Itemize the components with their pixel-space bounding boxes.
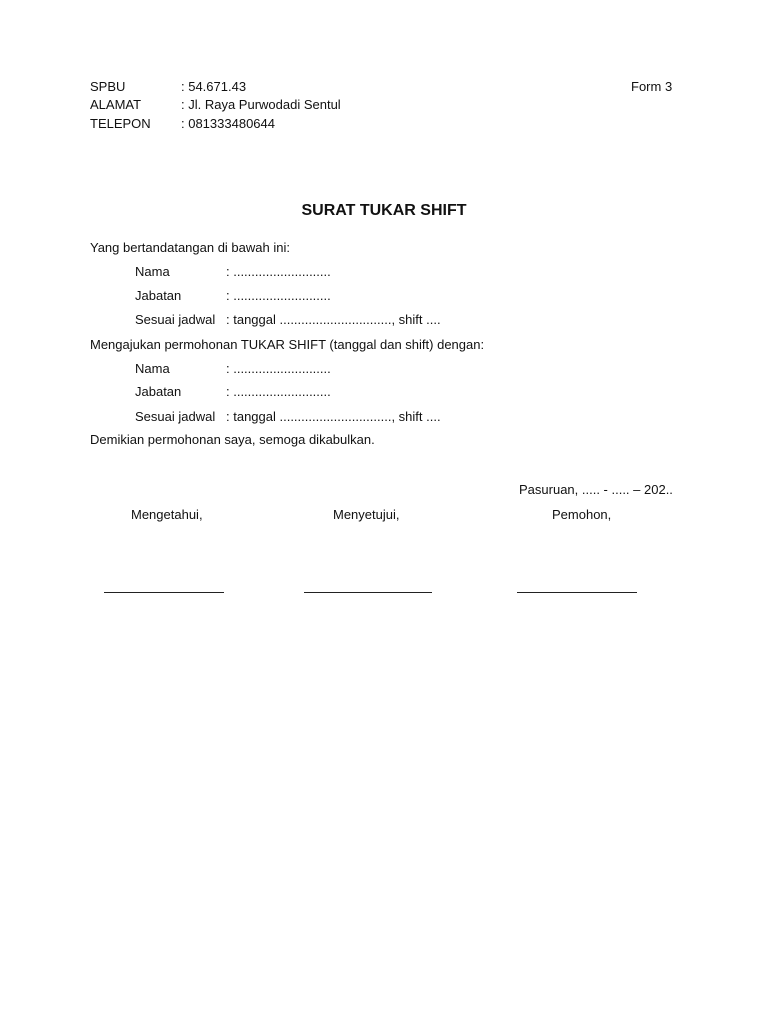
- partner-nama-value: : ...........................: [226, 361, 331, 376]
- spbu-label: SPBU: [90, 79, 126, 94]
- signature-line-mengetahui: [104, 592, 224, 593]
- signature-label-mengetahui: Mengetahui,: [131, 507, 203, 522]
- partner-nama-label: Nama: [135, 361, 170, 376]
- partner-jadwal-label: Sesuai jadwal: [135, 409, 216, 424]
- alamat-value: : Jl. Raya Purwodadi Sentul: [181, 97, 341, 112]
- place-date: Pasuruan, ..... - ..... – 202..: [519, 482, 673, 497]
- request-statement: Mengajukan permohonan TUKAR SHIFT (tanggal dan shift) dengan:: [90, 337, 485, 352]
- requester-nama-label: Nama: [135, 264, 170, 279]
- signature-label-pemohon: Pemohon,: [552, 507, 612, 522]
- partner-jabatan-value: : ...........................: [226, 384, 331, 399]
- spbu-value: : 54.671.43: [181, 79, 247, 94]
- requester-nama-value: : ...........................: [226, 264, 331, 279]
- requester-jabatan-label: Jabatan: [135, 288, 182, 303]
- signature-label-menyetujui: Menyetujui,: [333, 507, 400, 522]
- requester-jabatan-value: : ...........................: [226, 288, 331, 303]
- telepon-label: TELEPON: [90, 116, 151, 131]
- document-title: SURAT TUKAR SHIFT: [301, 202, 467, 219]
- partner-jabatan-label: Jabatan: [135, 384, 182, 399]
- signature-line-menyetujui: [304, 592, 432, 593]
- partner-jadwal-value: : tanggal ..............................., shift ....: [226, 409, 441, 424]
- alamat-label: ALAMAT: [90, 97, 142, 112]
- requester-jadwal-value: : tanggal ..............................., shift ....: [226, 312, 441, 327]
- signature-line-pemohon: [517, 592, 637, 593]
- requester-jadwal-label: Sesuai jadwal: [135, 312, 216, 327]
- telepon-value: : 081333480644: [181, 116, 275, 131]
- intro-text: Yang bertandatangan di bawah ini:: [90, 240, 290, 255]
- form-number: Form 3: [631, 79, 673, 94]
- closing-text: Demikian permohonan saya, semoga dikabulkan.: [90, 432, 375, 447]
